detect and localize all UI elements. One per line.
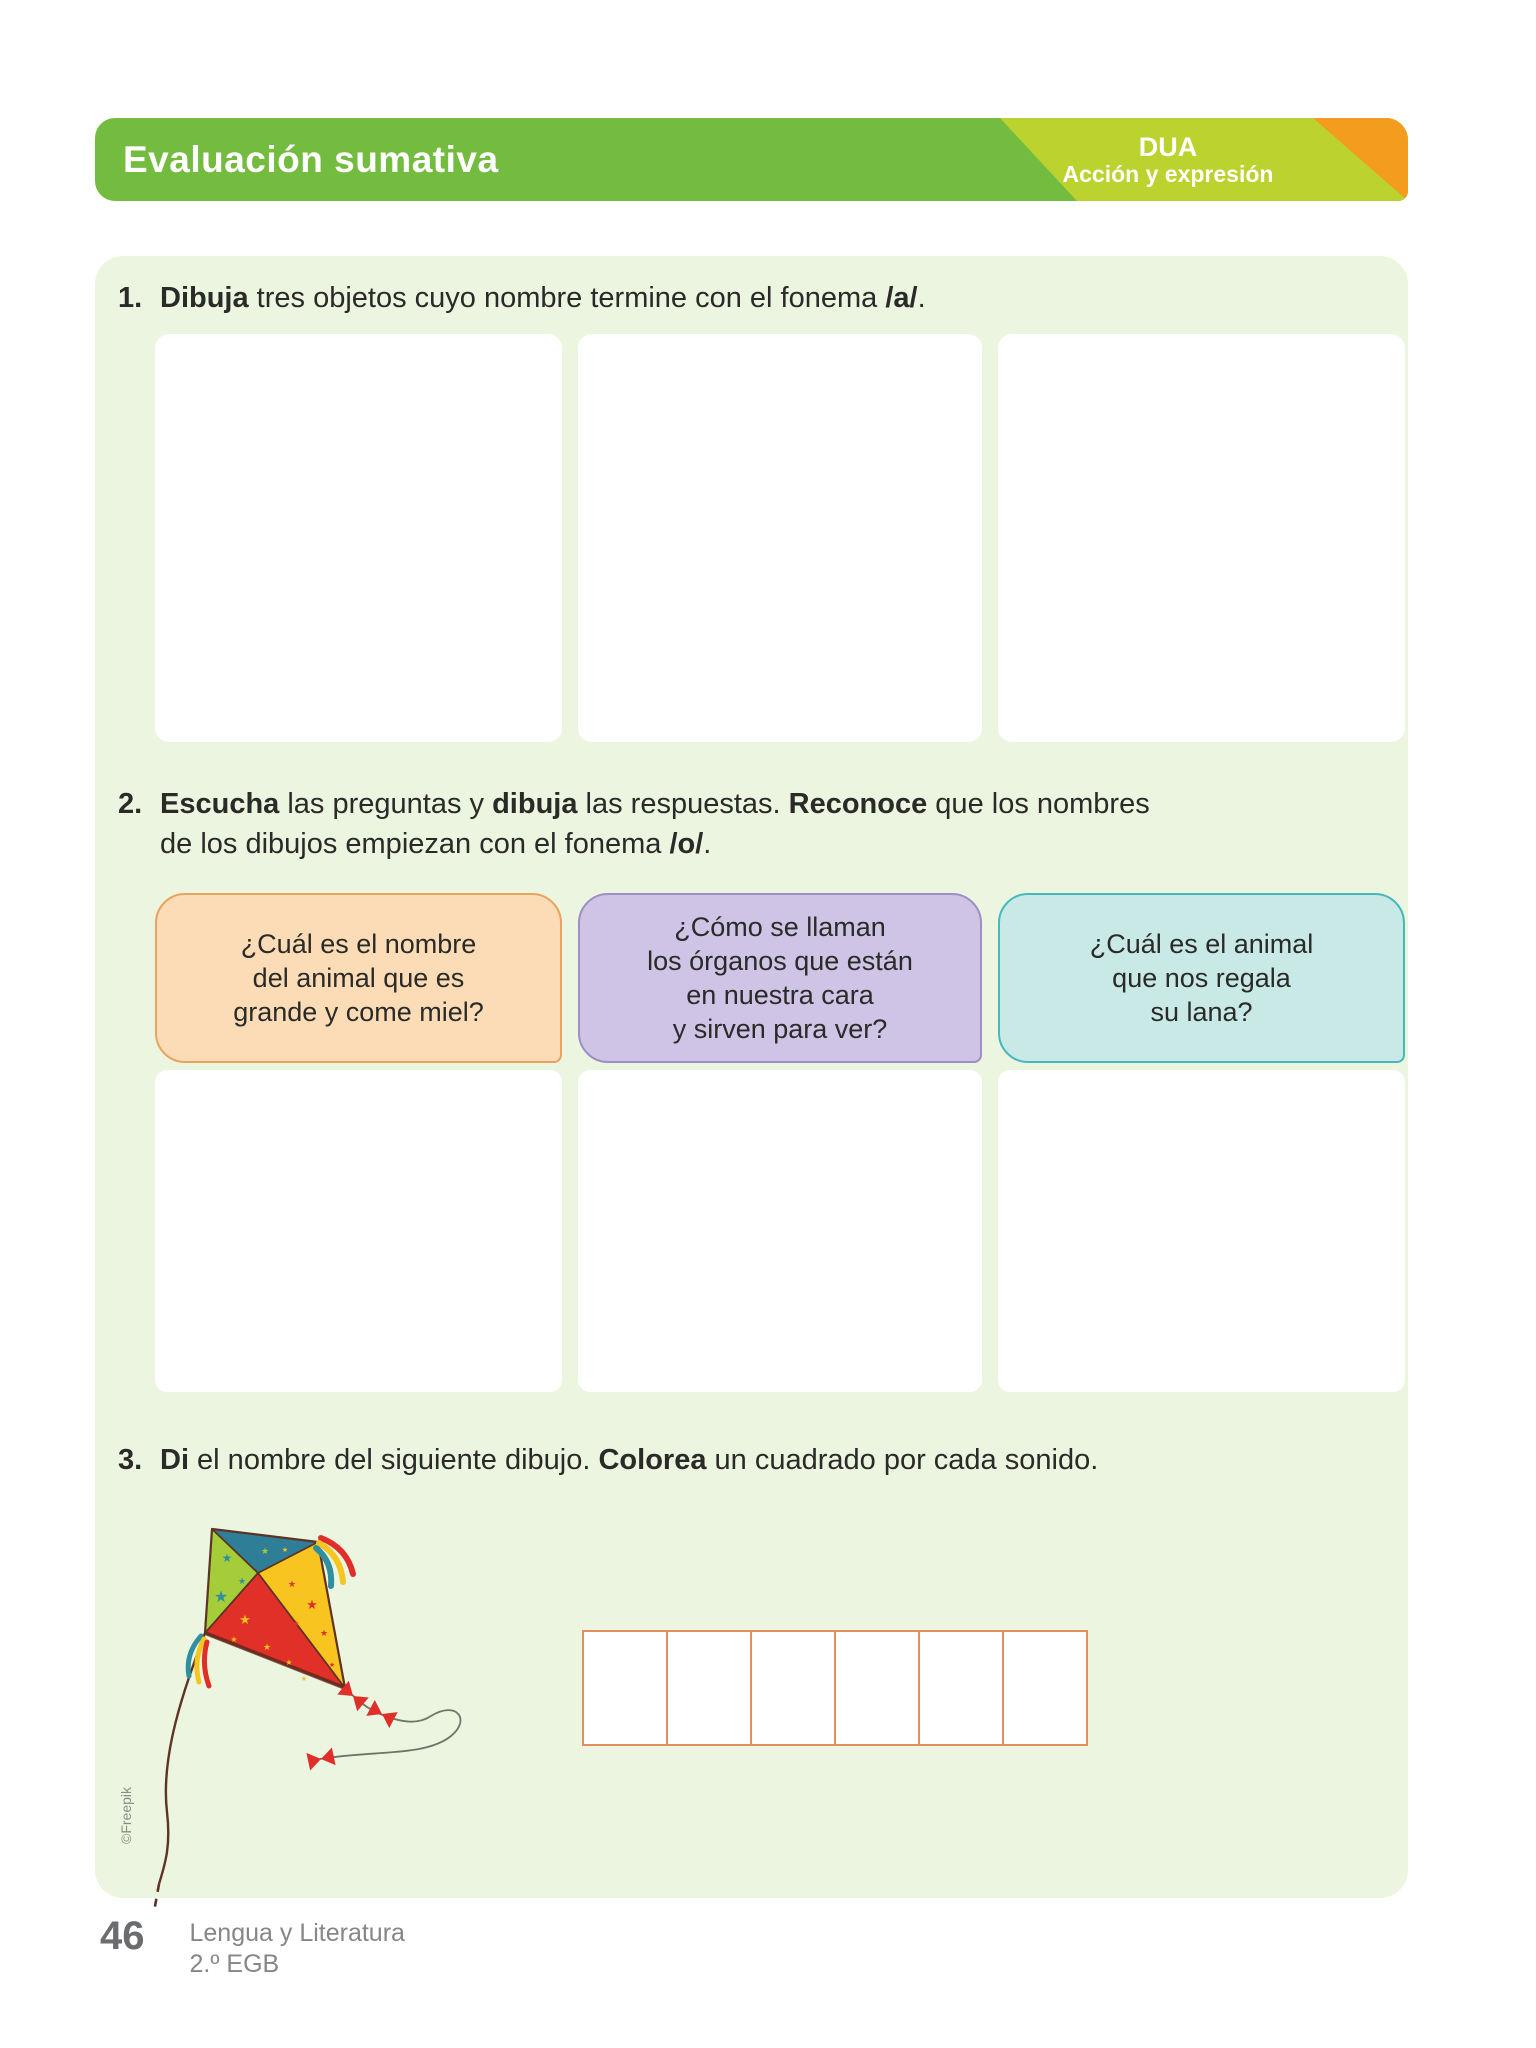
- drawing-box-2[interactable]: [578, 334, 982, 742]
- header-banner: [95, 118, 1408, 201]
- svg-text:★: ★: [213, 1587, 229, 1606]
- sound-square-6[interactable]: [1002, 1630, 1088, 1746]
- svg-text:★: ★: [281, 1546, 289, 1554]
- page-title: Evaluación sumativa: [123, 138, 499, 180]
- question-bubble-1: [155, 893, 562, 1063]
- activity-2-instruction: [118, 784, 1388, 864]
- page-number: 46: [100, 1914, 145, 1958]
- activity-3-number: 3.: [118, 1444, 143, 1476]
- svg-text:★: ★: [260, 1547, 270, 1557]
- drawing-box-3[interactable]: [998, 334, 1405, 742]
- question-line: ¿Cuál es el animal: [1089, 929, 1314, 959]
- page-footer: [100, 1916, 405, 1980]
- svg-text:★: ★: [328, 1661, 336, 1669]
- answer-box-3[interactable]: [998, 1070, 1405, 1392]
- freepik-credit: ©Freepik: [118, 1787, 134, 1844]
- activity-1-number: 1.: [118, 282, 143, 314]
- sound-square-1[interactable]: [582, 1630, 668, 1746]
- activity-2-number: 2.: [118, 788, 143, 820]
- question-line: que nos regala: [1112, 963, 1291, 993]
- activity-1-text: Dibuja tres objetos cuyo nombre termine con el fonema /a/.: [160, 282, 926, 314]
- sound-square-3[interactable]: [750, 1630, 836, 1746]
- sound-square-2[interactable]: [666, 1630, 752, 1746]
- question-line: los órganos que están: [647, 946, 913, 976]
- svg-text:★: ★: [306, 1598, 318, 1613]
- dua-badge: [1028, 133, 1308, 187]
- dua-badge-subtitle: Acción y expresión: [1062, 160, 1274, 187]
- activity-3-text: Di el nombre del siguiente dibujo. Colorea un cuadrado por cada sonido.: [160, 1444, 1099, 1476]
- question-line: su lana?: [1150, 997, 1253, 1027]
- book-title: Lengua y Literatura: [189, 1919, 405, 1947]
- activity-1-instruction: [118, 278, 1388, 318]
- question-row: [155, 893, 1405, 1063]
- question-bubble-3: [998, 893, 1405, 1063]
- svg-text:★: ★: [285, 1658, 293, 1667]
- drawing-box-1[interactable]: [155, 334, 562, 742]
- sound-square-4[interactable]: [834, 1630, 920, 1746]
- svg-text:★: ★: [300, 1675, 308, 1683]
- grade-label: 2.º EGB: [189, 1950, 280, 1978]
- question-line: del animal que es: [252, 963, 465, 993]
- svg-text:★: ★: [287, 1580, 297, 1590]
- content-panel: [95, 256, 1408, 1898]
- question-line: ¿Cuál es el nombre: [240, 929, 477, 959]
- activity-3-instruction: [118, 1440, 1388, 1480]
- question-line: grande y come miel?: [233, 997, 484, 1027]
- answer-row: [155, 1070, 1405, 1392]
- activity-2-text: Escucha las preguntas y dibuja las respuestas. Reconoce que los nombres de los dibujos empiezan con el fonema /o/.: [160, 788, 1150, 860]
- book-info: [190, 1916, 405, 1980]
- answer-box-2[interactable]: [578, 1070, 982, 1392]
- question-line: y sirven para ver?: [672, 1014, 888, 1044]
- svg-text:★: ★: [292, 1619, 300, 1628]
- svg-text:★: ★: [239, 1613, 251, 1628]
- answer-box-1[interactable]: [155, 1070, 562, 1392]
- sound-squares: [582, 1630, 1088, 1746]
- sound-square-5[interactable]: [918, 1630, 1004, 1746]
- question-line: ¿Cómo se llaman: [674, 912, 886, 942]
- dua-badge-title: DUA: [1138, 131, 1198, 162]
- question-bubble-2: [578, 893, 982, 1063]
- kite-illustration: [115, 1512, 495, 1932]
- question-line: en nuestra cara: [686, 980, 874, 1010]
- svg-text:★: ★: [262, 1643, 272, 1653]
- svg-text:★: ★: [319, 1629, 329, 1639]
- svg-text:★: ★: [221, 1551, 233, 1565]
- activity-1-drawing-row: [155, 334, 1405, 742]
- svg-text:★: ★: [230, 1635, 238, 1644]
- svg-text:★: ★: [237, 1577, 247, 1587]
